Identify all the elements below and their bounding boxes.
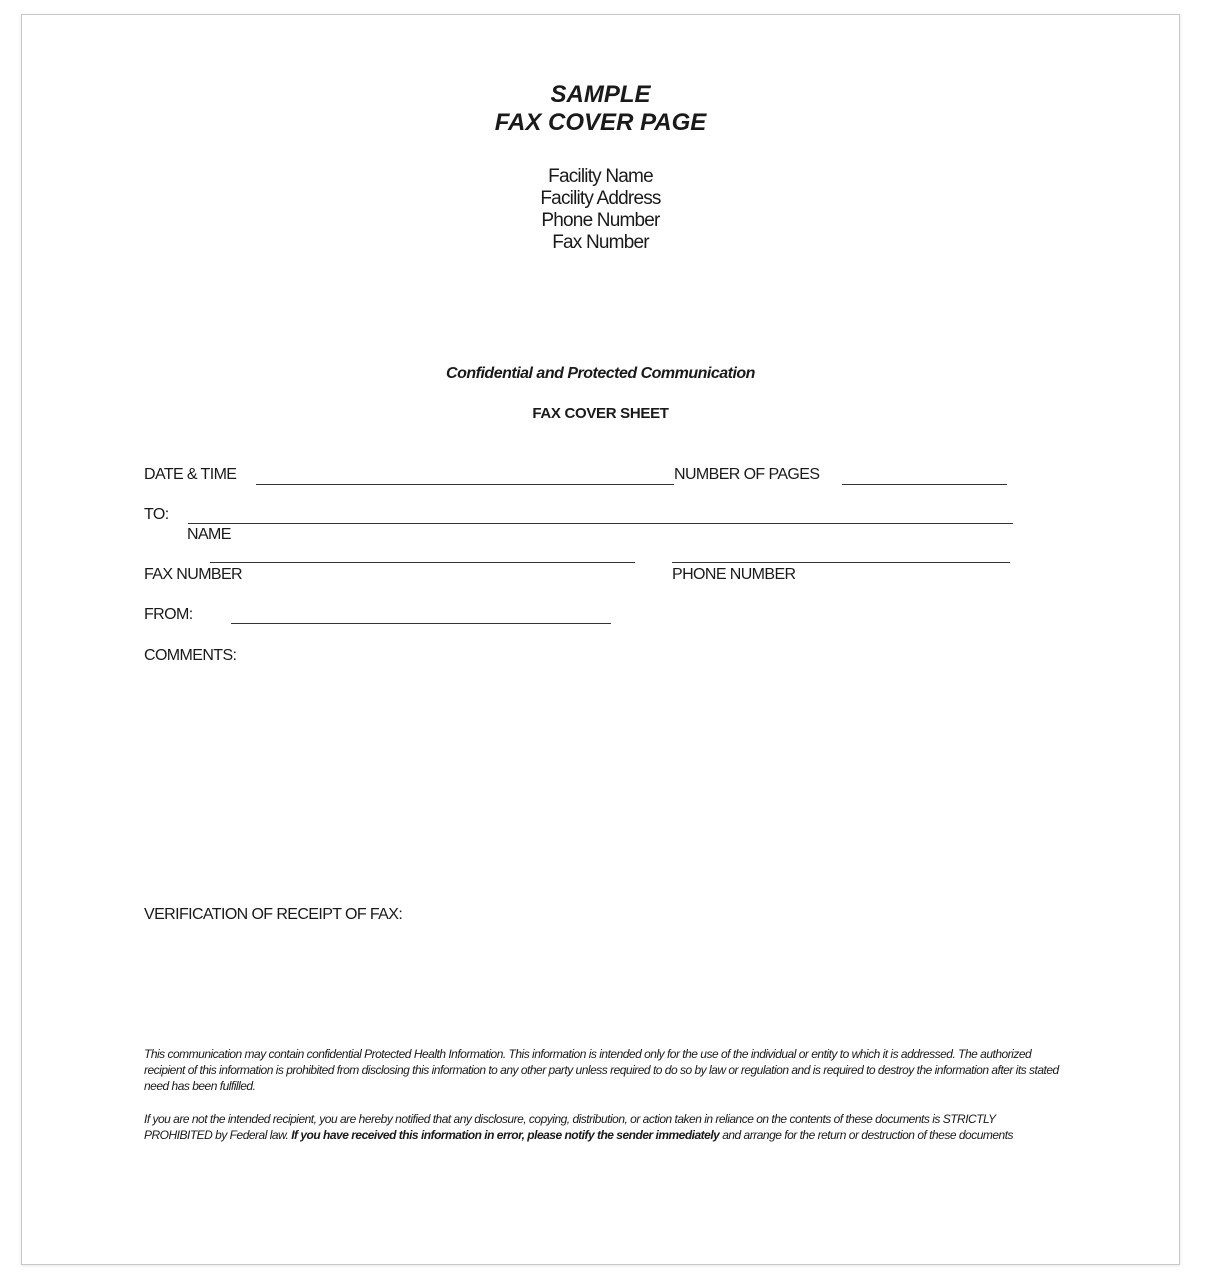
disclaimer-bold-notice: If you have received this information in error, please notify the sender immediately xyxy=(291,1128,720,1142)
facility-fax: Fax Number xyxy=(552,232,649,253)
comments-area[interactable] xyxy=(144,670,1044,900)
confidential-heading: Confidential and Protected Communication xyxy=(446,365,755,382)
phone-number-field[interactable] xyxy=(672,562,1010,563)
comments-label: COMMENTS: xyxy=(144,647,237,664)
to-label: TO: xyxy=(144,506,169,523)
disclaimer-text-2: and arrange for the return or destruction of these documents xyxy=(719,1128,1014,1142)
phone-number-label: PHONE NUMBER xyxy=(672,566,796,583)
fax-cover-sheet-heading: FAX COVER SHEET xyxy=(532,405,669,422)
document-page xyxy=(21,14,1180,1265)
disclaimer-paragraph-1: This communication may contain confidential Protected Health Information. This information is intended only for the use of the individual or entity to which it is addressed. The authorized recipient of this information is prohibited from disclosing this information to any other party unless required to do so by law or regulation and is required to destroy the information after its stated need has been fulfilled. xyxy=(144,1047,1059,1093)
title-fax-cover-page: FAX COVER PAGE xyxy=(494,109,707,136)
verification-area[interactable] xyxy=(144,930,1044,1030)
number-of-pages-field[interactable] xyxy=(842,484,1007,485)
date-time-field[interactable] xyxy=(256,484,674,485)
date-time-label: DATE & TIME xyxy=(144,466,237,483)
disclaimer-paragraph-2 xyxy=(144,1111,1064,1143)
fax-number-field[interactable] xyxy=(210,562,635,563)
facility-address: Facility Address xyxy=(540,188,661,209)
to-name-field[interactable] xyxy=(188,523,1013,524)
facility-phone: Phone Number xyxy=(541,210,660,231)
from-label: FROM: xyxy=(144,606,193,623)
fax-number-label: FAX NUMBER xyxy=(144,566,243,583)
disclaimer-text-1: If you are not the intended recipient, you are hereby notified that any disclosure, copying, distribution, or action taken in reliance on the contents of these documents is STRICTLY PROHIBITED by Federal law. xyxy=(144,1112,996,1142)
from-field[interactable] xyxy=(231,623,611,624)
verification-label: VERIFICATION OF RECEIPT OF FAX: xyxy=(144,906,403,923)
facility-name: Facility Name xyxy=(548,166,653,187)
title-sample: SAMPLE xyxy=(550,81,651,108)
name-label: NAME xyxy=(187,526,231,543)
number-of-pages-label: NUMBER OF PAGES xyxy=(674,466,820,483)
